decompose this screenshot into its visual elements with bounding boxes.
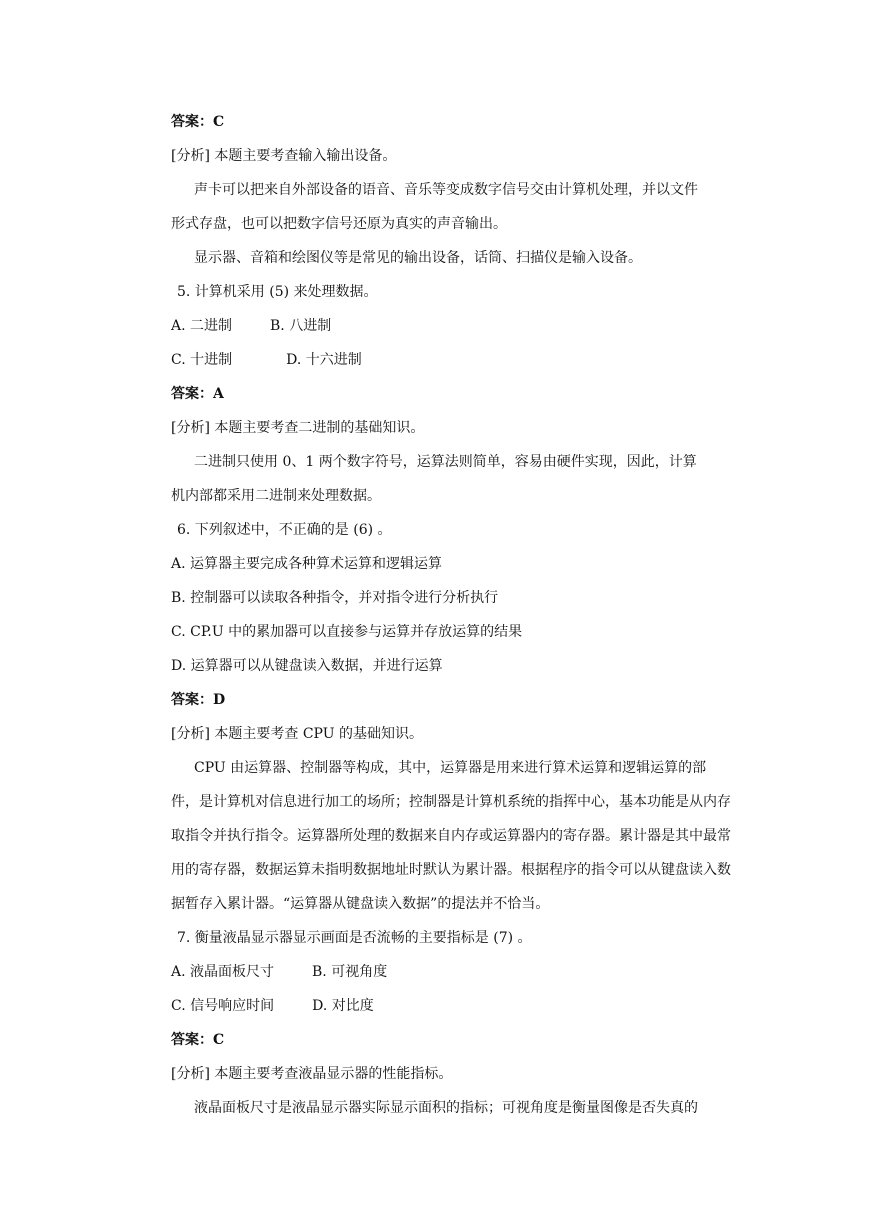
option-c: C. 十进制 [171, 352, 233, 368]
option-c: C. 信号响应时间 [171, 998, 275, 1014]
option-a: A. 液晶面板尺寸 [171, 964, 275, 980]
option-a: A. 运算器主要完成各种算术运算和逻辑运算 [171, 556, 443, 572]
paragraph-line: 显示器、音箱和绘图仪等是常见的输出设备，话筒、扫描仪是输入设备。 [194, 250, 642, 266]
question-7: 7. 衡量液晶显示器显示画面是否流畅的主要指标是 (7) 。 [177, 930, 532, 946]
answer-label: 答案：A [171, 386, 224, 402]
paragraph-line: 声卡可以把来自外部设备的语音、音乐等变成数字信号交由计算机处理，并以文件 [194, 182, 698, 198]
paragraph-line: 取指令并执行指令。运算器所处理的数据来自内存或运算器内的寄存器。累计器是其中最常 [171, 828, 731, 844]
option-d: D. 十六进制 [286, 352, 362, 368]
paragraph-line: 用的寄存器，数据运算未指明数据地址时默认为累计器。根据程序的指令可以从键盘读入数 [171, 862, 731, 878]
paragraph-line: CPU 由运算器、控制器等构成，其中，运算器是用来进行算术运算和逻辑运算的部 [194, 760, 707, 776]
paragraph-line: 液晶面板尺寸是液晶显示器实际显示面积的指标；可视角度是衡量图像是否失真的 [194, 1100, 698, 1116]
paragraph-line: 件，是计算机对信息进行加工的场所；控制器是计算机系统的指挥中心，基本功能是从内存 [171, 794, 731, 810]
options-row [171, 316, 331, 336]
options-row [171, 962, 387, 982]
paragraph-line: 机内部都采用二进制来处理数据。 [171, 488, 381, 504]
analysis-line: [分析] 本题主要考查输入输出设备。 [171, 148, 397, 164]
option-a: A. 二进制 [171, 318, 233, 334]
paragraph-line: 据暂存入累计器。“运算器从键盘读入数据”的提法并不恰当。 [171, 896, 550, 912]
option-d: D. 对比度 [312, 998, 374, 1014]
options-row [171, 996, 374, 1016]
question-6: 6. 下列叙述中，不正确的是 (6) 。 [177, 522, 392, 538]
analysis-line: [分析] 本题主要考查二进制的基础知识。 [171, 420, 425, 436]
question-5: 5. 计算机采用 (5) 来处理数据。 [177, 284, 378, 300]
answer-label: 答案：C [171, 114, 225, 130]
option-d: D. 运算器可以从键盘读入数据，并进行运算 [171, 658, 443, 674]
options-row [171, 350, 362, 370]
answer-label: 答案：C [171, 1032, 225, 1048]
analysis-line: [分析] 本题主要考查 CPU 的基础知识。 [171, 726, 423, 742]
paragraph-line: 二进制只使用 0、1 两个数字符号，运算法则简单，容易由硬件实现，因此，计算 [194, 454, 697, 470]
option-b: B. 八进制 [270, 318, 332, 334]
option-b: B. 控制器可以读取各种指令，并对指令进行分析执行 [171, 590, 499, 606]
analysis-line: [分析] 本题主要考查液晶显示器的性能指标。 [171, 1066, 453, 1082]
paragraph-line: 形式存盘，也可以把数字信号还原为真实的声音输出。 [171, 216, 507, 232]
option-c: C. CP.U 中的累加器可以直接参与运算并存放运算的结果 [171, 624, 523, 640]
answer-label: 答案：D [171, 692, 226, 708]
option-b: B. 可视角度 [312, 964, 388, 980]
